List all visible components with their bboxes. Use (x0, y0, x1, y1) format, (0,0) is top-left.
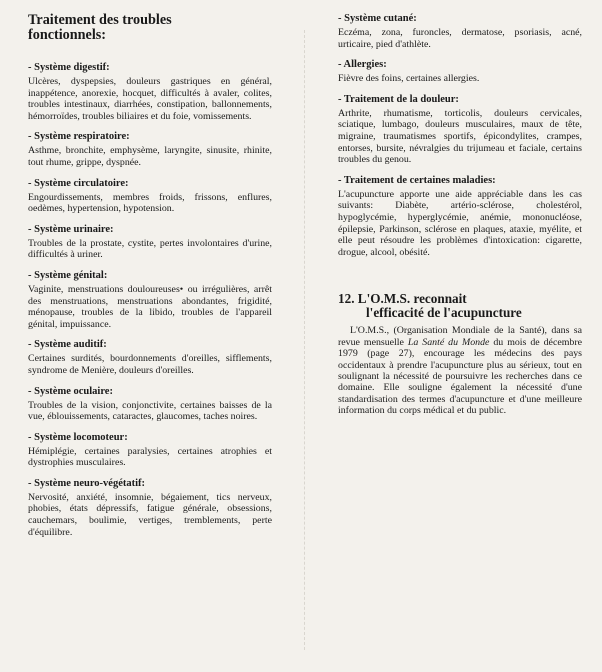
section-douleur (338, 93, 582, 166)
subsection-heading: - Système neuro-végétatif: (28, 477, 146, 489)
section-title (28, 13, 272, 43)
subsection-heading: - Allergies: (338, 59, 387, 71)
oms-title-line-2: l'efficacité de l'acupuncture (366, 305, 522, 321)
section-neuro-vegetatif (28, 477, 272, 538)
subsection-text: Ulcères, dyspepsies, douleurs gastriques en général, inappétence, anorexie, hocquet, difficultés à avaler, colites, troubles intestinaux, diarrhées, constipation, ballonnements, hémorroïdes, troubles biliaires et du foie, vomissements. (28, 76, 272, 122)
title-line-2: fonctionnels: (28, 27, 107, 43)
subsection-heading: - Système circulatoire: (28, 177, 129, 189)
subsection-heading: - Système respiratoire: (28, 131, 130, 143)
section-urinaire (28, 223, 272, 261)
subsection-text: Vaginite, menstruations douloureuses• ou irrégulières, arrêt des menstruations, menstruations abondantes, frigidité, ménopause, troubles de la libido, troubles de l'appareil génital, impuissance. (28, 283, 272, 330)
section-allergies (338, 58, 582, 85)
section-maladies (338, 174, 582, 259)
subsection-heading: - Système génital: (28, 269, 108, 281)
subsection-text: Fièvre des foins, certaines allergies. (338, 73, 480, 85)
subsection-heading: - Système locomoteur: (28, 431, 128, 443)
title-line-1: Traitement des troubles (28, 12, 172, 28)
subsection-heading: - Système digestif: (28, 62, 110, 73)
subsection-text: Engourdissements, membres froids, frissons, enflures, oedèmes, hypertension, hypotension. (28, 191, 272, 215)
subsection-text: Troubles de la prostate, cystite, pertes involontaires d'urine, difficultés à uriner. (28, 237, 272, 261)
oms-text-after: du mois de décembre 1979 (page 27), encourage les médecins des pays occidentaux à prendre l'acupuncture plus au sérieux, tout en soulignant la nécessité de poursuivre les recherches dans ce domaine. Elle souligne également la nécessité d'une standardisation des termes d'acupuncture et d'une meilleure information du corps médical et du public. (338, 336, 582, 417)
subsection-heading: - Traitement de la douleur: (338, 93, 459, 105)
subsection-text: Hémiplégie, certaines paralysies, certaines atrophies et dystrophies musculaires. (28, 445, 272, 469)
subsection-text: Nervosité, anxiété, insomnie, bégaiement, tics nerveux, phobies, états dépressifs, fatigue générale, obsessions, cauchemars, boulimie, vertiges, tremblements, perte d'équilibre. (28, 491, 272, 538)
subsection-text: Asthme, bronchite, emphysème, laryngite, sinusite, rhinite, tout rhume, grippe, dyspnée. (28, 145, 272, 168)
subsection-heading: - Système urinaire: (28, 223, 114, 235)
subsection-heading: - Système auditif: (28, 339, 107, 351)
subsection-text: Arthrite, rhumatisme, torticolis, douleurs cervicales, sciatique, lumbago, douleurs musculaires, maux de tête, migraine, traumatismes sportifs, épicondylites, crampes, entorses, bursite, névralgies du trijumeau et faciale, certains troubles du genou. (338, 107, 582, 166)
section-digestif (28, 61, 272, 122)
section-circulatoire (28, 177, 272, 215)
column-divider (304, 30, 305, 650)
oms-text-before: L'O.M.S., (Organisation Mondiale de la Santé), dans sa revue mensuelle (338, 325, 582, 348)
section-cutane (338, 12, 582, 50)
left-column (28, 0, 272, 538)
section-oculaire (28, 385, 272, 423)
subsection-text: Troubles de la vision, conjonctivite, certaines baisses de la vue, éblouissements, cataractes, glaucomes, taches noires. (28, 399, 272, 423)
subsection-heading: - Système cutané: (338, 13, 417, 24)
subsection-heading: - Traitement de certaines maladies: (338, 174, 496, 186)
magazine-title: La Santé du Monde (407, 336, 490, 348)
subsection-text: Eczéma, zona, furoncles, dermatose, psoriasis, acné, urticaire, pied d'athlète. (338, 27, 582, 50)
subsection-text: L'acupuncture apporte une aide appréciable dans les cas suivants: Diabète, artério-sclérose, cholestérol, hypoglycémie, hyperglycémie, anémie, mononucléose, épilepsie, Parkinson, sclérose en plaques, ataxie, myélite, et elle peut résoudre les problèmes d'intoxication: cigarette, drogue, alcool, obésité. (338, 188, 582, 258)
section-auditif (28, 338, 272, 376)
subsection-heading: - Système oculaire: (28, 385, 113, 397)
oms-title (338, 292, 582, 320)
subsection-text: Certaines surdités, bourdonnements d'oreilles, sifflements, syndrome de Menière, douleurs d'oreilles. (28, 353, 272, 376)
section-locomoteur (28, 431, 272, 469)
oms-paragraph (338, 325, 582, 416)
section-respiratoire (28, 130, 272, 168)
oms-section (338, 292, 582, 416)
right-column (338, 0, 582, 417)
section-genital (28, 269, 272, 330)
oms-title-line-1: 12. L'O.M.S. reconnait (338, 291, 467, 307)
